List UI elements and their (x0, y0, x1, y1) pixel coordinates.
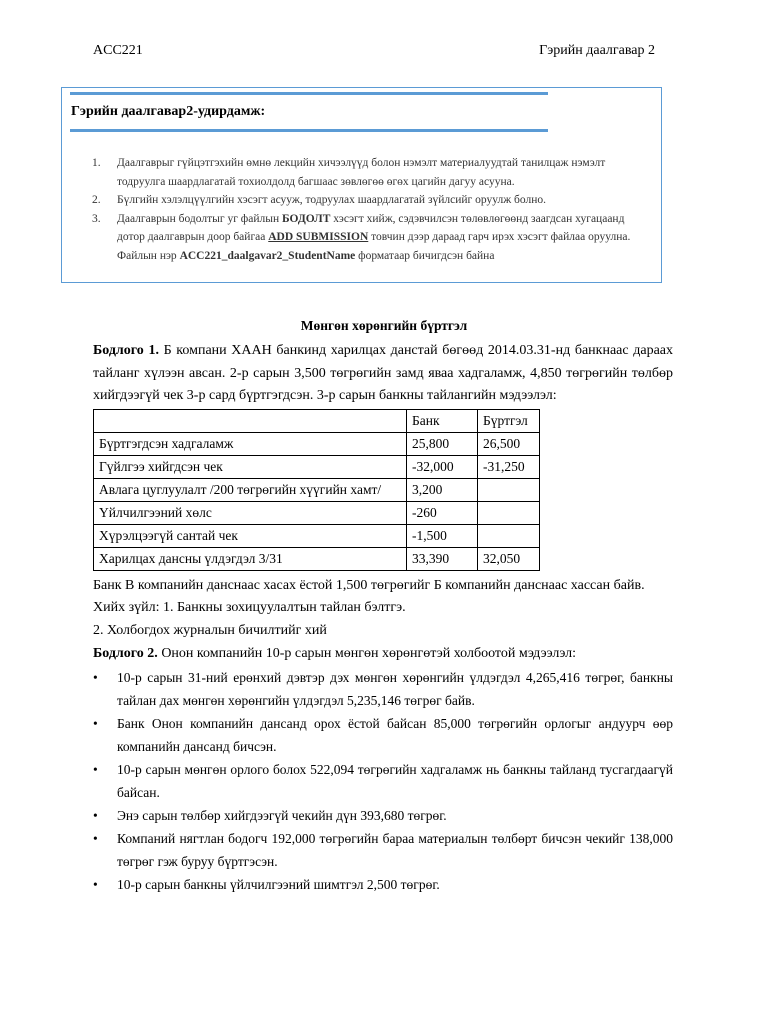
problem-2-bullet-list (93, 666, 673, 896)
instructions-list (92, 154, 647, 265)
table-row (94, 525, 540, 548)
problem-1-text: Б компани ХААН банкинд харилцах данстай бөгөөд 2014.03.31-нд банкнаас дараах тайланг хүлээн авсан. 2-р сарын 3,500 төгрөгийн замд яваа хадгаламж, 4,850 төгрөгийн төлбөр хийгдээгүй чек 3-р сард бүртгэгдсэн. 3-р сарын банкны тайлангийн мэдээлэл: (93, 343, 673, 403)
table-cell (478, 525, 540, 548)
table-cell: Үйлчилгээний хөлс (94, 502, 407, 525)
problem-2-text: Онон компанийн 10-р сарын мөнгөн хөрөнгөтэй холбоотой мэдээлэл: (157, 646, 577, 661)
instruction-text: форматаар бичигдсэн байна (355, 249, 495, 262)
problem-1-task-1: Хийх зүйл: 1. Банкны зохицуулалтын тайлан бэлтгэ. (93, 600, 406, 615)
list-item (93, 712, 673, 758)
table-header-cell (94, 410, 407, 433)
table-cell: -260 (407, 502, 478, 525)
instructions-title: Гэрийн даалгавар2-удирдамж: (71, 104, 266, 119)
instruction-text: товчин дээр дараад гарч ирэх хэсэгт файлаа оруулна. Файлын нэр (117, 231, 631, 262)
instruction-number: 1. (92, 157, 101, 169)
header-course-code: ACC221 (93, 43, 143, 58)
bullet-icon: • (93, 762, 98, 777)
table-row (94, 502, 540, 525)
table-row (94, 456, 540, 479)
bullet-icon: • (93, 670, 98, 685)
file-name-format: ACC221_daalgavar2_StudentName (179, 249, 356, 262)
instructions-box (61, 87, 662, 283)
list-item (93, 758, 673, 804)
list-item (93, 873, 673, 896)
list-item-text: Банк Онон компанийн дансанд орох ёстой байсан 85,000 төгрөгийн орлогыг андуурч өөр компанийн дансанд бичсэн. (117, 716, 673, 754)
bullet-icon: • (93, 716, 98, 731)
table-row (94, 433, 540, 456)
list-item-text: Энэ сарын төлбөр хийгдээгүй чекийн дүн 393,680 төгрөг. (117, 808, 447, 823)
list-item-text: 10-р сарын 31-ний ерөнхий дэвтэр дэх мөнгөн хөрөнгийн үлдэгдэл 4,265,416 төгрөг, банкны тайлан дах мөнгөн хөрөнгийн үлдэгдэл 5,235,146 төгрөг байв. (117, 670, 673, 708)
problem-1-note: Банк В компанийн данснаас хасах ёстой 1,500 төгрөгийг Б компанийн данснаас хассан байв. (93, 578, 645, 593)
table-cell: -1,500 (407, 525, 478, 548)
problem-1-label: Бодлого 1. (93, 343, 159, 358)
instruction-number: 3. (92, 212, 101, 225)
bank-reconciliation-table (93, 409, 540, 571)
problem-1-task-2: 2. Холбогдох журналын бичилтийг хий (93, 623, 327, 638)
table-cell: 33,390 (407, 548, 478, 571)
table-cell: Бүртгэгдсэн хадгаламж (94, 433, 407, 456)
bullet-icon: • (93, 831, 98, 846)
instruction-text: хэсэгт хийж, сэдэвчилсэн төлөвлөгөөнд заагдсан хугацаанд дотор даалгаврын доор байгаа (117, 212, 625, 243)
instruction-item (92, 210, 647, 266)
instruction-text: Бүлгийн хэлэлцүүлгийн хэсэгт асууж, тодруулах шаардлагатай зүйлсийг оруулж болно. (117, 194, 547, 206)
table-row (94, 548, 540, 571)
list-item-text: 10-р сарын мөнгөн орлого болох 522,094 төгрөгийн хадгаламж нь банкны тайланд тусгагдаагүй байсан. (117, 762, 673, 800)
table-header-cell: Банк (407, 410, 478, 433)
solution-section-name: БОДОЛТ (282, 212, 331, 225)
list-item (93, 804, 673, 827)
instruction-text: Даалгаврыг гүйцэтгэхийн өмнө лекцийн хичээлүүд болон нэмэлт материалуудтай танилцаж нэмэлт тодруулга шаардлагатай тохиолдолд багшаас зөвлөгөө өгөх цагийн дагуу асууна. (117, 157, 606, 188)
problem-1-statement (93, 340, 673, 408)
table-row (94, 479, 540, 502)
table-cell: 32,050 (478, 548, 540, 571)
table-cell: -32,000 (407, 456, 478, 479)
list-item-text: 10-р сарын банкны үйлчилгээний шимтгэл 2,500 төгрөг. (117, 877, 440, 892)
instruction-item (92, 154, 647, 191)
table-cell: Харилцах дансны үлдэгдэл 3/31 (94, 548, 407, 571)
table-cell: 3,200 (407, 479, 478, 502)
bullet-icon: • (93, 808, 98, 823)
add-submission-label: ADD SUBMISSION (268, 231, 369, 243)
problem-2-label: Бодлого 2. (93, 646, 158, 661)
table-header-row (94, 410, 540, 433)
header-assignment-title: Гэрийн даалгавар 2 (539, 43, 655, 58)
list-item-text: Компаний нягтлан бодогч 192,000 төгрөгийн бараа материалын төлбөрт бичсэн чекийг 138,000 төгрөг гэж буруу бүртгэсэн. (117, 831, 673, 869)
instructions-top-rule (70, 92, 548, 95)
table-cell: Гүйлгээ хийгдсэн чек (94, 456, 407, 479)
bullet-icon: • (93, 877, 98, 892)
document-title: Мөнгөн хөрөнгийн бүртгэл (300, 318, 468, 333)
table-cell: Хүрэлцээгүй сантай чек (94, 525, 407, 548)
instructions-bottom-rule (70, 129, 548, 132)
table-cell: 25,800 (407, 433, 478, 456)
instruction-number: 2. (92, 194, 101, 206)
table-cell: -31,250 (478, 456, 540, 479)
table-cell (478, 502, 540, 525)
table-cell (478, 479, 540, 502)
table-cell: Авлага цуглуулалт /200 төгрөгийн хүүгийн хамт/ (94, 479, 407, 502)
instruction-text: Даалгаврын бодолтыг уг файлын (117, 212, 282, 225)
list-item (93, 666, 673, 712)
problem-2-statement (93, 643, 673, 666)
instruction-item (92, 191, 647, 210)
table-cell: 26,500 (478, 433, 540, 456)
table-header-cell: Бүртгэл (478, 410, 540, 433)
list-item (93, 827, 673, 873)
